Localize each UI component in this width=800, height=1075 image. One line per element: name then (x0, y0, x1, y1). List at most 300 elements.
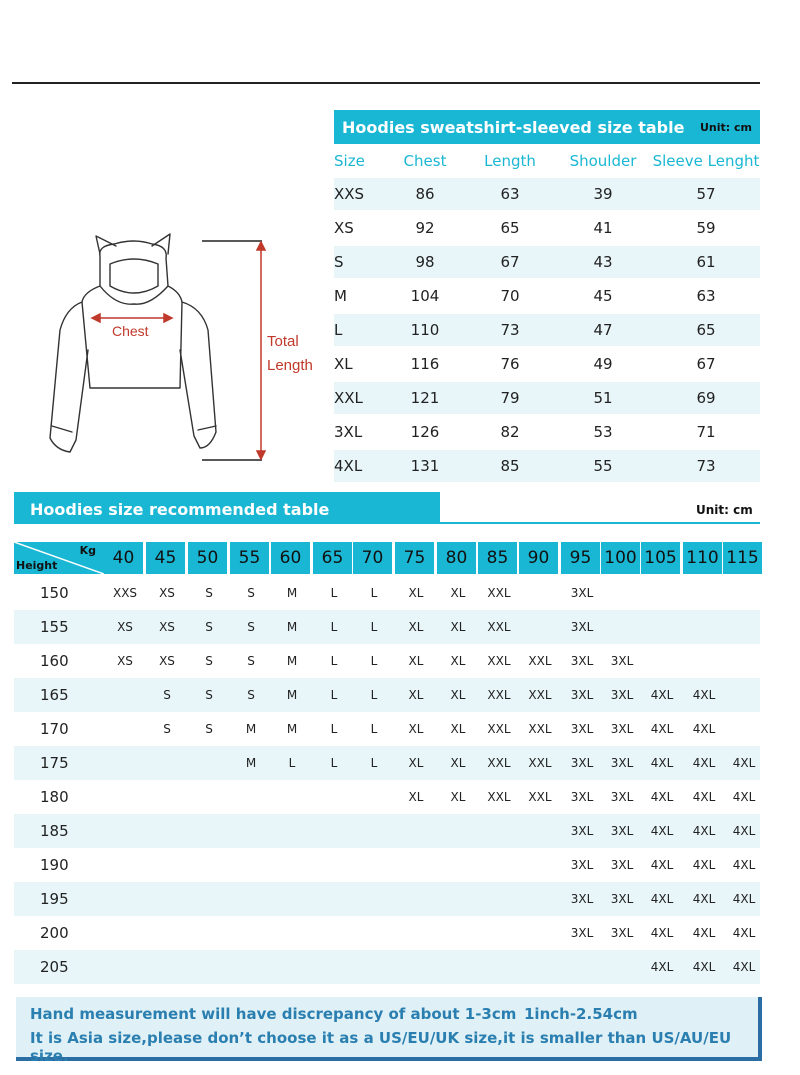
size-table-unit: Unit: cm (699, 121, 752, 134)
recommended-size-cell (520, 610, 560, 644)
recommended-size-cell: XL (450, 620, 466, 634)
recommended-size-cell: M (286, 586, 298, 600)
recommended-size-cell (105, 678, 145, 712)
size-cell-shoulder: 47 (593, 321, 613, 339)
recommended-size-cell: 4XL (650, 688, 674, 702)
recommended-size-cell: XS (117, 620, 133, 634)
recommended-size-cell: S (247, 586, 255, 600)
recommended-size-cell (724, 644, 764, 678)
total-label: Total (267, 333, 299, 350)
size-table-row (334, 348, 760, 380)
recommended-size-cell: L (330, 722, 338, 736)
recommended-size-cell: 3XL (610, 790, 634, 804)
recommended-size-cell: M (286, 688, 298, 702)
recommend-table-row (14, 712, 760, 746)
size-table-row (334, 246, 760, 278)
weight-header-cell: 65 (313, 542, 352, 574)
size-table-title: Hoodies sweatshirt-sleeved size table (342, 118, 685, 137)
recommend-table-row (14, 950, 760, 984)
note-inch-conversion: 1inch-2.54cm (524, 1005, 638, 1023)
recommend-table-row (14, 610, 760, 644)
size-cell-shoulder: 53 (593, 423, 613, 441)
weight-header-cell: 80 (437, 542, 476, 574)
size-table-row (334, 280, 760, 312)
chest-label: Chest (112, 323, 149, 339)
recommended-size-cell: 4XL (650, 756, 674, 770)
recommended-size-cell (314, 814, 354, 848)
size-cell-shoulder: 51 (593, 389, 613, 407)
recommended-size-cell: XL (450, 654, 466, 668)
recommended-size-cell (189, 848, 229, 882)
size-cell-chest: 98 (415, 253, 435, 271)
size-cell-chest: 131 (410, 457, 440, 475)
size-cell-length: 73 (500, 321, 520, 339)
size-cell-length: 70 (500, 287, 520, 305)
weight-header-cell: 95 (561, 542, 600, 574)
size-cell-chest: 110 (410, 321, 440, 339)
recommended-size-cell (479, 950, 519, 984)
recommended-size-cell (105, 746, 145, 780)
height-value: 155 (40, 618, 69, 636)
recommended-size-cell: L (330, 654, 338, 668)
recommended-size-cell (684, 576, 724, 610)
recommended-size-cell (642, 576, 682, 610)
recommended-size-cell (147, 882, 187, 916)
recommended-size-cell (520, 916, 560, 950)
col-sleeve: Sleeve Lenght (652, 152, 760, 170)
recommended-size-cell: XL (408, 654, 424, 668)
recommended-size-cell: XL (408, 790, 424, 804)
recommended-size-cell (189, 950, 229, 984)
recommended-size-cell (314, 780, 354, 814)
recommend-table-row (14, 916, 760, 950)
recommended-size-cell (520, 882, 560, 916)
size-cell-length: 85 (500, 457, 520, 475)
hoodie-illustration (30, 220, 330, 470)
recommended-size-cell: 4XL (650, 960, 674, 974)
size-cell-shoulder: 41 (593, 219, 613, 237)
recommended-size-cell: XL (450, 722, 466, 736)
weight-header-row (14, 542, 760, 574)
recommended-size-cell: 4XL (692, 824, 716, 838)
recommended-size-cell: M (286, 620, 298, 634)
recommended-size-cell (272, 814, 312, 848)
recommended-size-cell (272, 882, 312, 916)
size-cell-chest: 116 (410, 355, 440, 373)
hoodie-drawing (30, 220, 330, 470)
size-cell-size: M (334, 287, 347, 305)
size-cell-sleeve: 65 (696, 321, 716, 339)
recommended-size-cell: L (330, 688, 338, 702)
height-label: Height (16, 559, 58, 572)
recommended-size-cell (105, 814, 145, 848)
recommended-size-cell (642, 610, 682, 644)
recommended-size-cell: 4XL (650, 790, 674, 804)
recommended-size-cell (562, 950, 602, 984)
recommended-size-cell: 4XL (692, 858, 716, 872)
height-value: 180 (40, 788, 69, 806)
recommended-size-cell: 3XL (570, 790, 594, 804)
recommended-size-cell: XL (450, 688, 466, 702)
recommended-size-cell: 3XL (570, 926, 594, 940)
recommended-size-cell (314, 882, 354, 916)
recommended-size-cell: 3XL (610, 858, 634, 872)
size-cell-shoulder: 43 (593, 253, 613, 271)
recommended-size-cell (602, 576, 642, 610)
recommended-size-cell: XXL (528, 722, 552, 736)
recommended-size-cell: XXL (528, 756, 552, 770)
size-cell-sleeve: 57 (696, 185, 716, 203)
recommended-size-cell (479, 814, 519, 848)
recommended-size-cell: L (330, 586, 338, 600)
recommended-size-cell (354, 916, 394, 950)
recommended-size-cell (520, 848, 560, 882)
weight-header-cell: 90 (519, 542, 558, 574)
recommended-size-cell: 4XL (650, 892, 674, 906)
size-cell-chest: 104 (410, 287, 440, 305)
recommended-size-cell: 4XL (692, 790, 716, 804)
recommended-size-cell: XL (450, 586, 466, 600)
recommended-size-cell: XXL (487, 756, 511, 770)
height-value: 170 (40, 720, 69, 738)
weight-header-cell: 50 (188, 542, 227, 574)
recommended-size-cell (272, 916, 312, 950)
recommended-size-cell: L (370, 756, 378, 770)
recommended-size-cell (396, 848, 436, 882)
size-note-box (16, 997, 762, 1065)
size-cell-sleeve: 73 (696, 457, 716, 475)
recommended-size-cell (396, 814, 436, 848)
col-length: Length (484, 152, 536, 170)
size-table-row (334, 450, 760, 482)
recommend-table-row (14, 678, 760, 712)
recommended-size-cell: 4XL (650, 926, 674, 940)
recommended-size-cell: 3XL (570, 654, 594, 668)
recommended-size-cell (314, 950, 354, 984)
recommended-size-cell: XS (159, 654, 175, 668)
recommend-table-row (14, 814, 760, 848)
recommended-size-cell: 3XL (570, 586, 594, 600)
recommended-size-cell (479, 882, 519, 916)
recommend-table-title: Hoodies size recommended table (30, 500, 330, 519)
recommended-size-cell: M (286, 722, 298, 736)
size-table-columns (334, 146, 760, 176)
recommended-size-cell: 3XL (610, 722, 634, 736)
weight-header-cell: 60 (271, 542, 310, 574)
recommended-size-cell (147, 814, 187, 848)
size-cell-size: 4XL (334, 457, 363, 475)
recommended-size-cell (724, 678, 764, 712)
height-value: 200 (40, 924, 69, 942)
recommended-size-cell: XXS (112, 586, 138, 600)
length-label: Length (267, 357, 313, 374)
kg-label: Kg (79, 544, 96, 557)
size-cell-chest: 126 (410, 423, 440, 441)
recommended-size-cell (105, 780, 145, 814)
recommended-size-cell: M (286, 654, 298, 668)
recommend-table-row (14, 882, 760, 916)
recommend-table-row (14, 848, 760, 882)
recommended-size-cell: S (205, 688, 213, 702)
weight-header-cell: 85 (478, 542, 517, 574)
recommended-size-cell (147, 916, 187, 950)
recommended-size-cell (724, 576, 764, 610)
size-cell-sleeve: 69 (696, 389, 716, 407)
recommended-size-cell (105, 882, 145, 916)
recommended-size-cell (520, 576, 560, 610)
weight-header-cell: 70 (353, 542, 392, 574)
recommended-size-cell: 3XL (610, 824, 634, 838)
height-value: 165 (40, 686, 69, 704)
kg-height-corner (14, 542, 104, 574)
size-cell-sleeve: 61 (696, 253, 716, 271)
recommended-size-cell: XL (408, 620, 424, 634)
recommended-size-cell (105, 916, 145, 950)
size-cell-chest: 86 (415, 185, 435, 203)
recommended-size-cell (602, 610, 642, 644)
recommended-size-cell (231, 916, 271, 950)
size-cell-size: 3XL (334, 423, 363, 441)
note-line-1: Hand measurement will have discrepancy of about 1-3cm (30, 1005, 517, 1023)
recommended-size-cell: XL (408, 688, 424, 702)
recommended-size-cell (272, 780, 312, 814)
recommended-size-cell: 4XL (692, 688, 716, 702)
size-cell-size: S (334, 253, 344, 271)
size-cell-size: XXS (334, 185, 365, 203)
recommended-size-cell (438, 882, 478, 916)
recommended-size-cell: 3XL (610, 688, 634, 702)
recommended-size-cell: XL (450, 790, 466, 804)
recommended-size-cell: 4XL (732, 926, 756, 940)
recommended-size-cell (354, 814, 394, 848)
recommended-size-cell (314, 916, 354, 950)
recommended-size-cell: M (245, 756, 257, 770)
recommended-size-cell: L (370, 654, 378, 668)
recommended-size-cell: L (370, 586, 378, 600)
recommended-size-cell: 4XL (732, 824, 756, 838)
recommend-header-line (440, 522, 760, 524)
recommended-size-cell (684, 644, 724, 678)
recommended-size-cell (724, 610, 764, 644)
recommended-size-cell: 3XL (570, 892, 594, 906)
recommended-size-cell (354, 780, 394, 814)
size-table-row (334, 314, 760, 346)
recommended-size-cell: XL (450, 756, 466, 770)
recommended-size-cell: 3XL (610, 654, 634, 668)
recommended-size-cell (354, 950, 394, 984)
recommended-size-cell (231, 848, 271, 882)
recommended-size-cell (314, 848, 354, 882)
recommended-size-cell: 4XL (650, 722, 674, 736)
recommended-size-cell (396, 916, 436, 950)
recommended-size-cell: 3XL (570, 858, 594, 872)
recommended-size-cell (189, 780, 229, 814)
recommended-size-cell (396, 950, 436, 984)
recommended-size-cell (520, 814, 560, 848)
recommended-size-cell: 3XL (570, 824, 594, 838)
recommended-size-cell: 3XL (570, 688, 594, 702)
recommended-size-cell: 4XL (692, 892, 716, 906)
recommended-size-cell (354, 882, 394, 916)
recommended-size-cell: XXL (487, 722, 511, 736)
recommended-size-cell (438, 814, 478, 848)
recommended-size-cell: XXL (528, 688, 552, 702)
recommended-size-cell: S (205, 620, 213, 634)
size-cell-shoulder: 45 (593, 287, 613, 305)
size-cell-length: 76 (500, 355, 520, 373)
recommended-size-cell: S (205, 654, 213, 668)
weight-header-cell: 75 (395, 542, 434, 574)
recommended-size-cell: 3XL (570, 722, 594, 736)
weight-header-cell: 45 (146, 542, 185, 574)
recommended-size-cell: S (205, 586, 213, 600)
recommended-size-cell (479, 848, 519, 882)
recommended-size-cell (231, 780, 271, 814)
recommended-size-cell: 3XL (570, 756, 594, 770)
weight-header-cell: 110 (683, 542, 722, 574)
recommended-size-cell (147, 780, 187, 814)
size-cell-size: XXL (334, 389, 363, 407)
size-table-row (334, 212, 760, 244)
size-table-row (334, 416, 760, 448)
recommended-size-cell: 4XL (732, 790, 756, 804)
recommended-size-cell: S (247, 654, 255, 668)
col-shoulder: Shoulder (569, 152, 637, 170)
recommended-size-cell (231, 950, 271, 984)
recommended-size-cell (354, 848, 394, 882)
recommended-size-cell (105, 712, 145, 746)
recommended-size-cell: 4XL (732, 892, 756, 906)
recommended-size-cell (642, 644, 682, 678)
recommended-size-cell (147, 848, 187, 882)
size-cell-sleeve: 67 (696, 355, 716, 373)
size-cell-shoulder: 39 (593, 185, 613, 203)
recommended-size-cell: S (247, 688, 255, 702)
recommend-table-row (14, 780, 760, 814)
height-value: 205 (40, 958, 69, 976)
size-cell-length: 63 (500, 185, 520, 203)
size-cell-length: 67 (500, 253, 520, 271)
recommended-size-cell: 4XL (650, 858, 674, 872)
recommended-size-cell: 3XL (610, 926, 634, 940)
recommended-size-cell: S (247, 620, 255, 634)
recommended-size-cell: 3XL (570, 620, 594, 634)
recommended-size-cell: M (245, 722, 257, 736)
size-table-header (334, 110, 760, 144)
recommended-size-cell (438, 950, 478, 984)
height-value: 185 (40, 822, 69, 840)
recommended-size-cell: 4XL (650, 824, 674, 838)
size-cell-size: XL (334, 355, 353, 373)
weight-header-cell: 115 (723, 542, 762, 574)
height-value: 190 (40, 856, 69, 874)
recommended-size-cell: L (288, 756, 296, 770)
recommended-size-cell: 4XL (732, 960, 756, 974)
recommended-size-cell (520, 950, 560, 984)
size-cell-length: 65 (500, 219, 520, 237)
height-value: 150 (40, 584, 69, 602)
recommended-size-cell: XXL (487, 586, 511, 600)
recommended-size-cell: 3XL (610, 892, 634, 906)
recommended-size-cell: XXL (528, 790, 552, 804)
size-cell-sleeve: 59 (696, 219, 716, 237)
height-value: 195 (40, 890, 69, 908)
recommended-size-cell (479, 916, 519, 950)
recommended-size-cell: XS (159, 620, 175, 634)
recommended-size-cell (231, 814, 271, 848)
recommend-table-row (14, 746, 760, 780)
recommended-size-cell (189, 916, 229, 950)
col-chest: Chest (403, 152, 447, 170)
recommend-table-unit: Unit: cm (696, 503, 753, 517)
recommend-table-header (14, 492, 440, 524)
top-divider (12, 82, 760, 84)
col-size: Size (334, 152, 365, 170)
recommended-size-cell: 4XL (692, 756, 716, 770)
recommended-size-cell: S (163, 688, 171, 702)
recommended-size-cell (189, 746, 229, 780)
size-table-row (334, 178, 760, 210)
weight-header-cell: 40 (104, 542, 143, 574)
size-cell-length: 82 (500, 423, 520, 441)
size-cell-sleeve: 63 (696, 287, 716, 305)
recommended-size-cell: XXL (528, 654, 552, 668)
recommended-size-cell (724, 712, 764, 746)
size-table-row (334, 382, 760, 414)
size-cell-sleeve: 71 (696, 423, 716, 441)
size-cell-chest: 121 (410, 389, 440, 407)
recommended-size-cell (602, 950, 642, 984)
size-cell-shoulder: 49 (593, 355, 613, 373)
recommended-size-cell (438, 916, 478, 950)
recommended-size-cell: 4XL (732, 756, 756, 770)
weight-header-cell: 55 (230, 542, 269, 574)
recommended-size-cell (396, 882, 436, 916)
recommended-size-cell: S (205, 722, 213, 736)
recommended-size-cell (272, 950, 312, 984)
recommended-size-cell: L (370, 722, 378, 736)
recommended-size-cell (147, 746, 187, 780)
recommended-size-cell: 4XL (692, 722, 716, 736)
recommended-size-cell: XXL (487, 790, 511, 804)
recommended-size-cell: L (370, 620, 378, 634)
recommended-size-cell (147, 950, 187, 984)
recommended-size-cell (684, 610, 724, 644)
recommended-size-cell: XXL (487, 654, 511, 668)
height-value: 160 (40, 652, 69, 670)
size-cell-shoulder: 55 (593, 457, 613, 475)
recommended-size-cell: L (330, 620, 338, 634)
height-value: 175 (40, 754, 69, 772)
recommend-table-row (14, 576, 760, 610)
recommended-size-cell (105, 848, 145, 882)
recommended-size-cell: XS (159, 586, 175, 600)
recommended-size-cell: 4XL (732, 858, 756, 872)
recommended-size-cell: XS (117, 654, 133, 668)
recommended-size-cell: L (370, 688, 378, 702)
recommended-size-cell: XL (408, 586, 424, 600)
note-line-2: It is Asia size,please don’t choose it as a US/EU/UK size,it is smaller than US/AU/EU size. (30, 1029, 732, 1065)
recommended-size-cell (231, 882, 271, 916)
recommended-size-cell (105, 950, 145, 984)
recommended-size-cell: XL (408, 722, 424, 736)
recommended-size-cell: L (330, 756, 338, 770)
size-cell-chest: 92 (415, 219, 435, 237)
weight-header-cell: 100 (601, 542, 640, 574)
size-cell-length: 79 (500, 389, 520, 407)
recommended-size-cell: 4XL (692, 926, 716, 940)
recommended-size-cell: S (163, 722, 171, 736)
